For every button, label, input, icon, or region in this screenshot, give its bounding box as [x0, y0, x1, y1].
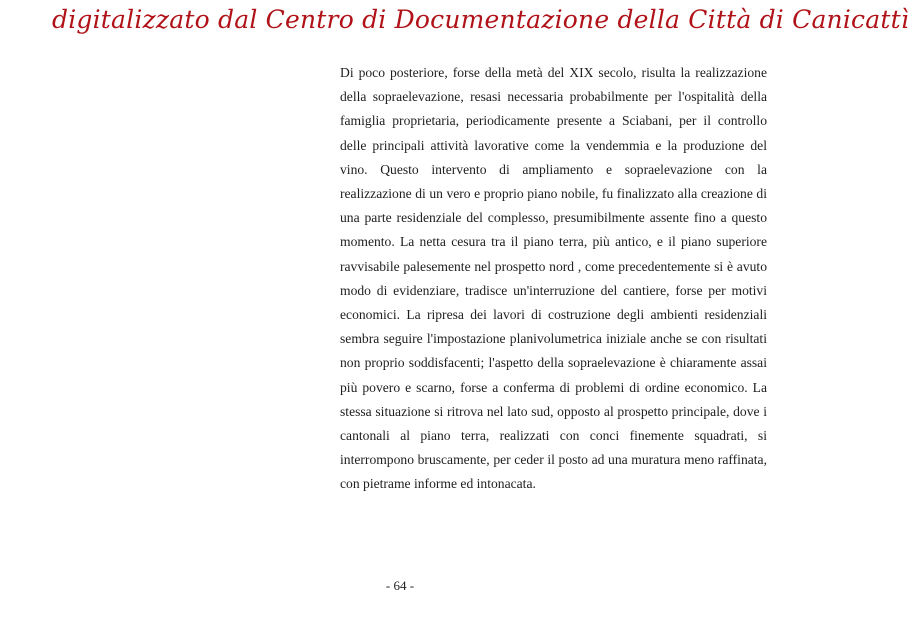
body-paragraph: Di poco posteriore, forse della metà del XIX secolo, risulta la realizzazione della sopraelevazione, resasi necessaria probabilmente per l'ospitalità della famiglia proprietaria, periodicamente presente a Sciabani, per il controllo delle principali attività lavorative come la vendemmia e la produzione del vino. Questo intervento di ampliamento e sopraelevazione con la realizzazione di un vero e proprio piano nobile, fu finalizzato alla creazione di una parte residenziale del complesso, presumibilmente assente fino a questo momento. La netta cesura tra il piano terra, più antico, e il piano superiore ravvisabile palesemente nel prospetto nord , come precedentemente si è avuto modo di evidenziare, tradisce un'interruzione del cantiere, forse per motivi economici. La ripresa dei lavori di costruzione degli ambienti residenziali sembra seguire l'impostazione planivolumetrica iniziale anche se con risultati non proprio soddisfacenti; l'aspetto della sopraelevazione è chiaramente assai più povero e scarno, forse a conferma di problemi di ordine economico. La stessa situazione si ritrova nel lato sud, opposto al prospetto principale, dove i cantonali al piano terra, realizzati con conci finemente squadrati, si interrompono bruscamente, per ceder il posto ad una muratura meno raffinata, con pietrame informe ed intonacata.	[340, 65, 767, 492]
page-number: - 64 -	[385, 578, 415, 593]
digitization-watermark: digitalizzato dal Centro di Documentazione della Città di Canicattì	[52, 5, 909, 34]
